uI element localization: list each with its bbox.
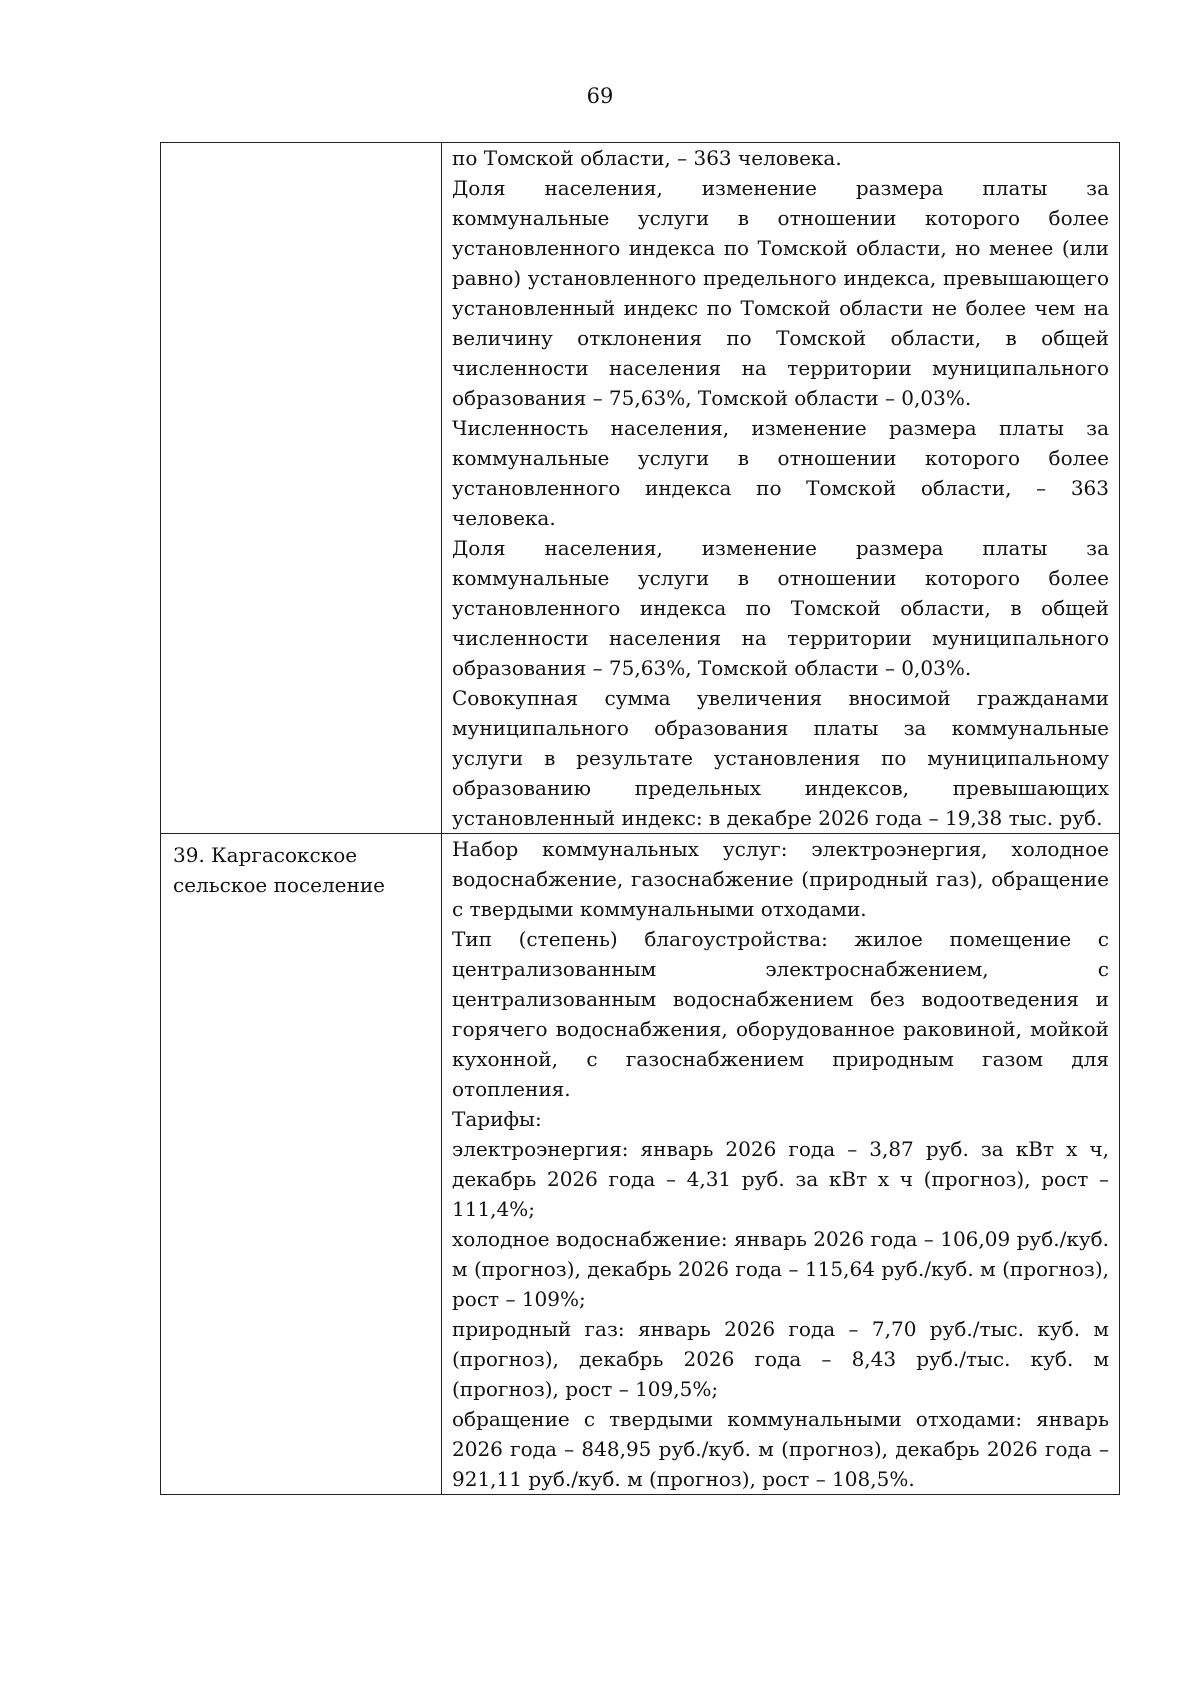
table-row — [161, 834, 1120, 1495]
municipality-name — [161, 143, 441, 149]
page-number: 69 — [586, 84, 614, 108]
paragraph: Численность населения, изменение размера платы за коммунальные услуги в отношении которого более установленного индекса по Томской области, – 363 человека. — [452, 416, 1109, 530]
paragraph: Доля населения, изменение размера платы за коммунальные услуги в отношении которого более установленного индекса по Томской области, в общей численности населения на территории муниципального образования – 75,63%, Томской области – 0,03%. — [452, 536, 1109, 680]
paragraph: электроэнергия: январь 2026 года – 3,87 руб. за кВт х ч, декабрь 2026 года – 4,31 руб. за кВт х ч (прогноз), рост – 111,4%; — [452, 1137, 1109, 1221]
paragraph: Доля населения, изменение размера платы за коммунальные услуги в отношении которого более установленного индекса по Томской области, но менее (или равно) установленного предельного индекса, превышающего установленный индекс по Томской области не более чем на величину отклонения по Томской области, в общей численности населения на территории муниципального образования – 75,63%, Томской области – 0,03%. — [452, 176, 1109, 410]
paragraph: Совокупная сумма увеличения вносимой гражданами муниципального образования платы за коммунальные услуги в результате установления по муниципальному образованию предельных индексов, превышающих установленный индекс: в декабре 2026 года – 19,38 тыс. руб. — [452, 686, 1109, 830]
municipality-name-cell — [161, 143, 442, 834]
paragraph: по Томской области, – 363 человека. — [452, 146, 842, 170]
paragraph: холодное водоснабжение: январь 2026 года – 106,09 руб./куб. м (прогноз), декабрь 2026 года – 115,64 руб./куб. м (прогноз), рост – 109%; — [452, 1227, 1109, 1311]
municipality-table — [160, 142, 1120, 1495]
municipality-details-cell — [442, 834, 1120, 1495]
paragraph: Тарифы: — [452, 1107, 542, 1131]
paragraph: обращение с твердыми коммунальными отходами: январь 2026 года – 848,95 руб./куб. м (прогноз), декабрь 2026 года – 921,11 руб./куб. м (прогноз), рост – 108,5%. — [452, 1407, 1109, 1491]
municipality-name: 39. Каргасокское сельское поселение — [173, 843, 386, 897]
paragraph: природный газ: январь 2026 года – 7,70 руб./тыс. куб. м (прогноз), декабрь 2026 года – 8,43 руб./тыс. куб. м (прогноз), рост – 109,5%; — [452, 1317, 1109, 1401]
municipality-details-cell — [442, 143, 1120, 834]
paragraph: Тип (степень) благоустройства: жилое помещение с централизованным электроснабжением, с централизованным водоснабжением без водоотведения и горячего водоснабжения, оборудованное раковиной, мойкой кухонной, с газоснабжением природным газом для отопления. — [452, 927, 1109, 1101]
municipality-name-cell — [161, 834, 442, 1495]
paragraph: Набор коммунальных услуг: электроэнергия, холодное водоснабжение, газоснабжение (природный газ), обращение с твердыми коммунальными отходами. — [452, 837, 1109, 921]
table-row — [161, 143, 1120, 834]
